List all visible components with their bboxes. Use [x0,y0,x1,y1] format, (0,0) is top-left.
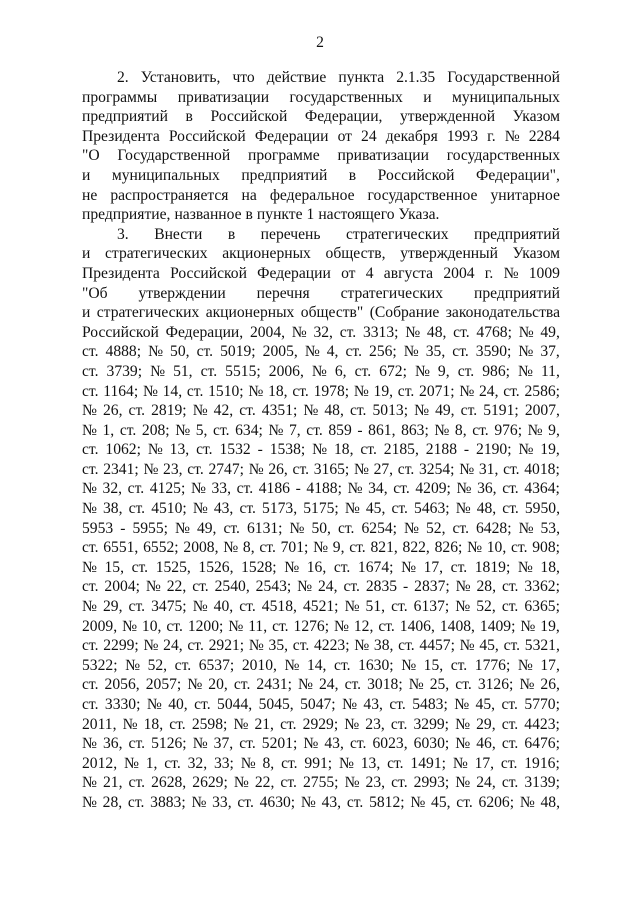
text-line: "О Государственной программе приватизации государственных [82,147,560,165]
text-line: Президента Российской Федерации от 24 декабря 1993 г. № 2284 [82,127,560,145]
text-line: № 36, ст. 5126; № 37, ст. 5201; № 43, ст. 6023, 6030; № 46, ст. 6476; [82,735,560,753]
text-line: и стратегических акционерных обществ" (Собрание законодательства [82,304,560,322]
text-line: № 15, ст. 1525, 1526, 1528; № 16, ст. 1674; № 17, ст. 1819; № 18, [82,558,560,576]
text-line: ст. 3739; № 51, ст. 5515; 2006, № 6, ст. 672; № 9, ст. 986; № 11, [82,362,560,380]
text-line: № 26, ст. 2819; № 42, ст. 4351; № 48, ст. 5013; № 49, ст. 5191; 2007, [82,402,560,420]
text-line: № 32, ст. 4125; № 33, ст. 4186 - 4188; № 34, ст. 4209; № 36, ст. 4364; [82,480,560,498]
text-line: "Об утверждении перечня стратегических предприятий [82,284,560,302]
text-line: ст. 2341; № 23, ст. 2747; № 26, ст. 3165; № 27, ст. 3254; № 31, ст. 4018; [82,460,560,478]
text-line: ст. 1164; № 14, ст. 1510; № 18, ст. 1978; № 19, ст. 2071; № 24, ст. 2586; [82,382,560,400]
text-line: предприятий в Российской Федерации, утвержденной Указом [82,108,560,126]
text-line: 2012, № 1, ст. 32, 33; № 8, ст. 991; № 13, ст. 1491; № 17, ст. 1916; [82,754,560,772]
text-line: предприятие, названное в пункте 1 настоящего Указа. [82,206,440,224]
text-line: 3. Внести в перечень стратегических предприятий [117,225,560,243]
page-number: 2 [316,34,324,51]
text-line: не распространяется на федеральное государственное унитарное [82,186,560,204]
text-line: Российской Федерации, 2004, № 32, ст. 3313; № 48, ст. 4768; № 49, [82,323,560,341]
text-line: 2. Установить, что действие пункта 2.1.35 Государственной [117,69,560,86]
text-line: ст. 3330; № 40, ст. 5044, 5045, 5047; № 43, ст. 5483; № 45, ст. 5770; [82,696,560,713]
text-line: ст. 1062; № 13, ст. 1532 - 1538; № 18, ст. 2185, 2188 - 2190; № 19, [82,441,560,459]
text-line: Президента Российской Федерации от 4 августа 2004 г. № 1009 [82,264,560,282]
text-line: и муниципальных предприятий в Российской Федерации", [82,166,560,184]
text-line: № 28, ст. 3883; № 33, ст. 4630; № 43, ст. 5812; № 45, ст. 6206; № 48, [82,793,560,811]
text-line: ст. 6551, 6552; 2008, № 8, ст. 701; № 9, ст. 821, 822, 826; № 10, ст. 908; [82,539,560,557]
document-body [82,68,560,813]
text-line: 2011, № 18, ст. 2598; № 21, ст. 2929; № 23, ст. 3299; № 29, ст. 4423; [82,715,560,733]
text-line: ст. 2056, 2057; № 20, ст. 2431; № 24, ст. 3018; № 25, ст. 3126; № 26, [82,676,560,694]
text-line: 2009, № 10, ст. 1200; № 11, ст. 1276; № 12, ст. 1406, 1408, 1409; № 19, [82,617,560,635]
text-line: ст. 2004; № 22, ст. 2540, 2543; № 24, ст. 2835 - 2837; № 28, ст. 3362; [82,578,560,596]
text-line: ст. 2299; № 24, ст. 2921; № 35, ст. 4223; № 38, ст. 4457; № 45, ст. 5321, [82,637,560,655]
text-line: 5953 - 5955; № 49, ст. 6131; № 50, ст. 6254; № 52, ст. 6428; № 53, [82,519,560,537]
text-line: программы приватизации государственных и муниципальных [82,88,560,106]
text-line: № 29, ст. 3475; № 40, ст. 4518, 4521; № 51, ст. 6137; № 52, ст. 6365; [82,598,560,616]
text-line: 5322; № 52, ст. 6537; 2010, № 14, ст. 1630; № 15, ст. 1776; № 17, [82,656,560,674]
text-line: ст. 4888; № 50, ст. 5019; 2005, № 4, ст. 256; № 35, ст. 3590; № 37, [82,343,560,361]
text-line: и стратегических акционерных обществ, утвержденный Указом [82,245,560,263]
text-line: № 21, ст. 2628, 2629; № 22, ст. 2755; № 23, ст. 2993; № 24, ст. 3139; [82,774,560,792]
text-line: № 38, ст. 4510; № 43, ст. 5173, 5175; № 45, ст. 5463; № 48, ст. 5950, [82,500,560,518]
text-line: № 1, ст. 208; № 5, ст. 634; № 7, ст. 859 - 861, 863; № 8, ст. 976; № 9, [82,421,560,439]
